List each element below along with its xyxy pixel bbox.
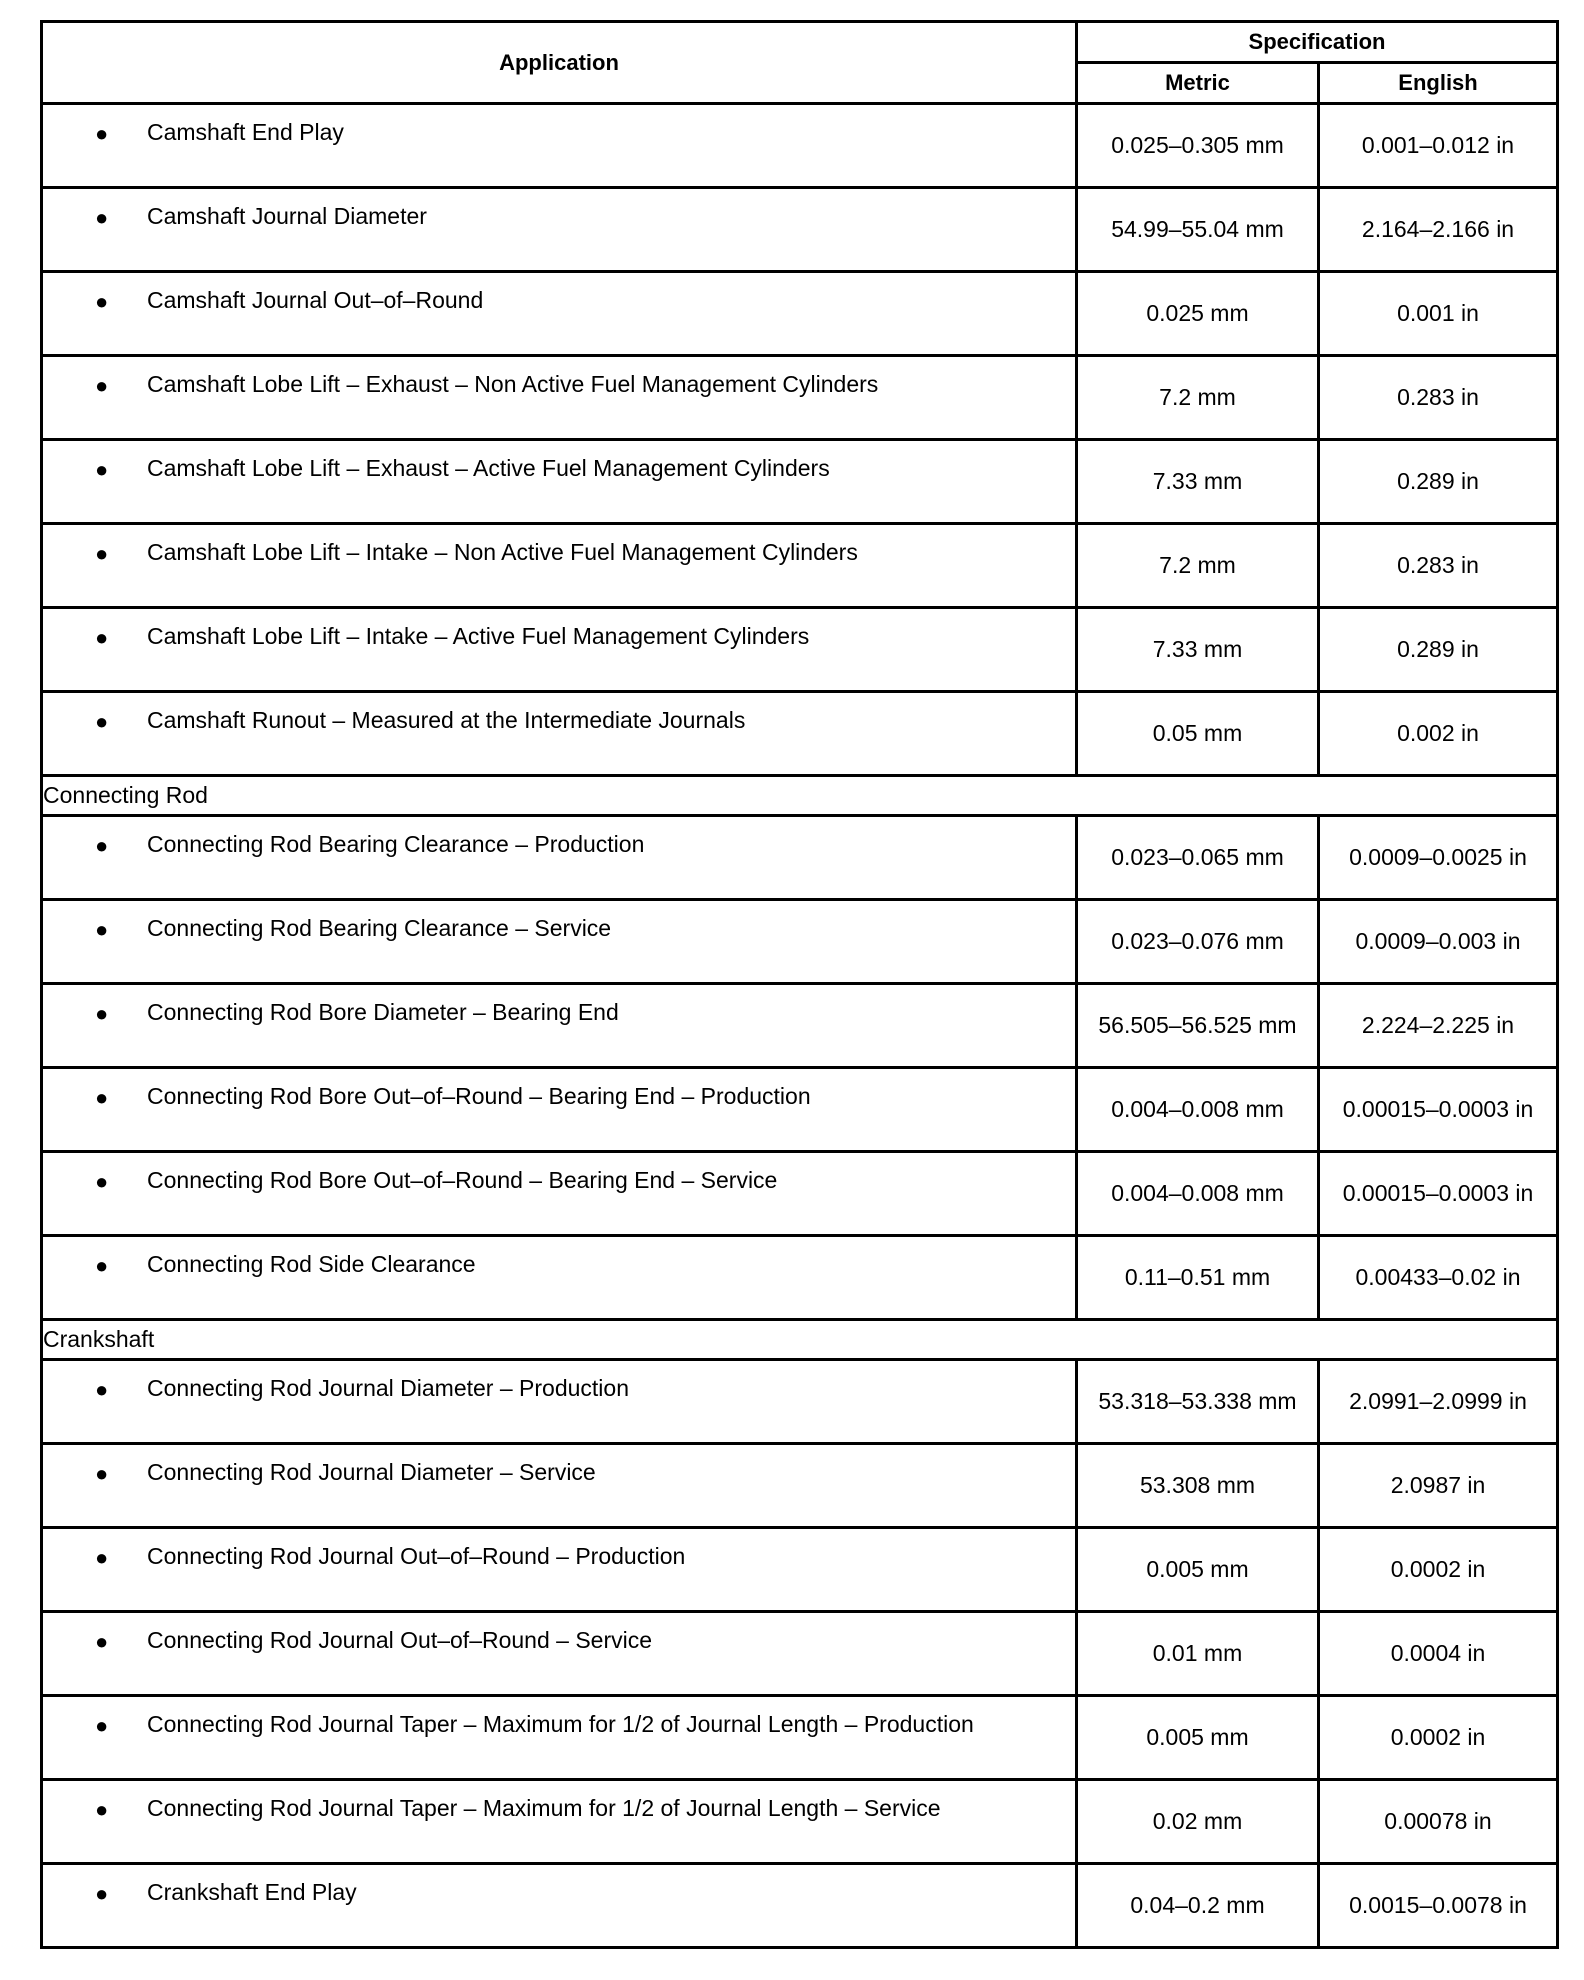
metric-value: 56.505–56.525 mm [1077, 984, 1319, 1068]
application-cell [42, 356, 1077, 440]
metric-value: 0.004–0.008 mm [1077, 1152, 1319, 1236]
application-cell [42, 608, 1077, 692]
application-label: Camshaft Journal Out–of–Round [147, 287, 484, 313]
table-row [42, 104, 1558, 188]
application-cell [42, 1444, 1077, 1528]
metric-value: 53.318–53.338 mm [1077, 1360, 1319, 1444]
english-value: 0.002 in [1319, 692, 1558, 776]
application-cell [42, 984, 1077, 1068]
metric-header: Metric [1077, 63, 1319, 104]
bullet-icon: ● [95, 1881, 109, 1906]
application-cell [42, 1360, 1077, 1444]
english-value: 0.0009–0.003 in [1319, 900, 1558, 984]
metric-value: 53.308 mm [1077, 1444, 1319, 1528]
table-body [42, 104, 1558, 1948]
application-cell [42, 1152, 1077, 1236]
application-cell [42, 188, 1077, 272]
section-row [42, 776, 1558, 816]
application-label: Camshaft Lobe Lift – Intake – Active Fuel Management Cylinders [147, 623, 810, 649]
metric-value: 7.2 mm [1077, 356, 1319, 440]
bullet-icon: ● [95, 833, 109, 858]
application-cell [42, 524, 1077, 608]
table-row [42, 188, 1558, 272]
bullet-icon: ● [95, 289, 109, 314]
english-value: 0.00015–0.0003 in [1319, 1068, 1558, 1152]
metric-value: 0.025–0.305 mm [1077, 104, 1319, 188]
metric-value: 0.01 mm [1077, 1612, 1319, 1696]
bullet-icon: ● [95, 709, 109, 734]
application-label: Connecting Rod Journal Taper – Maximum for 1/2 of Journal Length – Production [147, 1711, 974, 1737]
bullet-icon: ● [95, 121, 109, 146]
application-cell [42, 1780, 1077, 1864]
metric-value: 7.2 mm [1077, 524, 1319, 608]
english-value: 0.0002 in [1319, 1696, 1558, 1780]
application-label: Connecting Rod Journal Diameter – Production [147, 1375, 629, 1401]
english-value: 2.164–2.166 in [1319, 188, 1558, 272]
table-row [42, 608, 1558, 692]
application-label: Connecting Rod Side Clearance [147, 1251, 476, 1277]
table-row [42, 1068, 1558, 1152]
table-row [42, 984, 1558, 1068]
application-cell [42, 692, 1077, 776]
bullet-icon: ● [95, 1629, 109, 1654]
english-value: 0.289 in [1319, 440, 1558, 524]
english-value: 0.001–0.012 in [1319, 104, 1558, 188]
application-label: Camshaft Runout – Measured at the Intermediate Journals [147, 707, 746, 733]
table-row [42, 272, 1558, 356]
metric-value: 7.33 mm [1077, 608, 1319, 692]
english-value: 2.224–2.225 in [1319, 984, 1558, 1068]
application-label: Connecting Rod Bore Out–of–Round – Bearing End – Service [147, 1167, 778, 1193]
application-cell [42, 440, 1077, 524]
english-value: 0.289 in [1319, 608, 1558, 692]
table-row [42, 1780, 1558, 1864]
application-label: Connecting Rod Journal Out–of–Round – Production [147, 1543, 686, 1569]
application-cell [42, 1696, 1077, 1780]
table-row [42, 356, 1558, 440]
application-cell [42, 816, 1077, 900]
english-value: 0.00433–0.02 in [1319, 1236, 1558, 1320]
application-cell [42, 1236, 1077, 1320]
specification-header: Specification [1077, 22, 1558, 63]
bullet-icon: ● [95, 1797, 109, 1822]
table-row [42, 524, 1558, 608]
table-row [42, 1444, 1558, 1528]
table-row [42, 900, 1558, 984]
metric-value: 0.04–0.2 mm [1077, 1864, 1319, 1948]
metric-value: 54.99–55.04 mm [1077, 188, 1319, 272]
application-label: Camshaft Lobe Lift – Intake – Non Active Fuel Management Cylinders [147, 539, 858, 565]
english-value: 0.283 in [1319, 524, 1558, 608]
table-row [42, 816, 1558, 900]
table-row [42, 1236, 1558, 1320]
application-cell [42, 900, 1077, 984]
application-cell [42, 1068, 1077, 1152]
metric-value: 0.004–0.008 mm [1077, 1068, 1319, 1152]
english-value: 0.0015–0.0078 in [1319, 1864, 1558, 1948]
metric-value: 0.023–0.076 mm [1077, 900, 1319, 984]
bullet-icon: ● [95, 1461, 109, 1486]
english-value: 2.0987 in [1319, 1444, 1558, 1528]
metric-value: 0.05 mm [1077, 692, 1319, 776]
metric-value: 0.11–0.51 mm [1077, 1236, 1319, 1320]
table-row [42, 1360, 1558, 1444]
table-row [42, 692, 1558, 776]
bullet-icon: ● [95, 457, 109, 482]
application-label: Camshaft Lobe Lift – Exhaust – Non Active Fuel Management Cylinders [147, 371, 879, 397]
english-value: 0.0009–0.0025 in [1319, 816, 1558, 900]
bullet-icon: ● [95, 1377, 109, 1402]
bullet-icon: ● [95, 541, 109, 566]
section-label: Crankshaft [42, 1320, 1558, 1360]
english-value: 0.0004 in [1319, 1612, 1558, 1696]
metric-value: 0.005 mm [1077, 1528, 1319, 1612]
application-cell [42, 104, 1077, 188]
table-row [42, 440, 1558, 524]
application-label: Camshaft End Play [147, 119, 344, 145]
application-label: Connecting Rod Journal Out–of–Round – Service [147, 1627, 653, 1653]
english-value: 2.0991–2.0999 in [1319, 1360, 1558, 1444]
english-header: English [1319, 63, 1558, 104]
english-value: 0.00078 in [1319, 1780, 1558, 1864]
table-row [42, 1696, 1558, 1780]
application-label: Connecting Rod Bore Diameter – Bearing End [147, 999, 619, 1025]
application-cell [42, 1864, 1077, 1948]
english-value: 0.283 in [1319, 356, 1558, 440]
application-label: Connecting Rod Journal Diameter – Service [147, 1459, 596, 1485]
section-row [42, 1320, 1558, 1360]
bullet-icon: ● [95, 1713, 109, 1738]
application-label: Connecting Rod Bearing Clearance – Production [147, 831, 645, 857]
bullet-icon: ● [95, 1169, 109, 1194]
bullet-icon: ● [95, 1545, 109, 1570]
table-row [42, 1152, 1558, 1236]
metric-value: 0.023–0.065 mm [1077, 816, 1319, 900]
bullet-icon: ● [95, 205, 109, 230]
metric-value: 0.025 mm [1077, 272, 1319, 356]
table-row [42, 1864, 1558, 1948]
bullet-icon: ● [95, 917, 109, 942]
english-value: 0.001 in [1319, 272, 1558, 356]
application-label: Connecting Rod Bore Out–of–Round – Bearing End – Production [147, 1083, 811, 1109]
english-value: 0.0002 in [1319, 1528, 1558, 1612]
table-row [42, 1612, 1558, 1696]
english-value: 0.00015–0.0003 in [1319, 1152, 1558, 1236]
metric-value: 7.33 mm [1077, 440, 1319, 524]
application-label: Connecting Rod Bearing Clearance – Service [147, 915, 612, 941]
bullet-icon: ● [95, 1253, 109, 1278]
application-label: Connecting Rod Journal Taper – Maximum for 1/2 of Journal Length – Service [147, 1795, 941, 1821]
application-cell [42, 272, 1077, 356]
metric-value: 0.005 mm [1077, 1696, 1319, 1780]
application-label: Camshaft Journal Diameter [147, 203, 427, 229]
metric-value: 0.02 mm [1077, 1780, 1319, 1864]
application-cell [42, 1612, 1077, 1696]
bullet-icon: ● [95, 1001, 109, 1026]
bullet-icon: ● [95, 625, 109, 650]
table-row [42, 1528, 1558, 1612]
section-label: Connecting Rod [42, 776, 1558, 816]
specification-table [40, 20, 1559, 1949]
bullet-icon: ● [95, 373, 109, 398]
application-cell [42, 1528, 1077, 1612]
application-label: Camshaft Lobe Lift – Exhaust – Active Fuel Management Cylinders [147, 455, 830, 481]
application-label: Crankshaft End Play [147, 1879, 357, 1905]
bullet-icon: ● [95, 1085, 109, 1110]
application-header: Application [42, 22, 1077, 104]
